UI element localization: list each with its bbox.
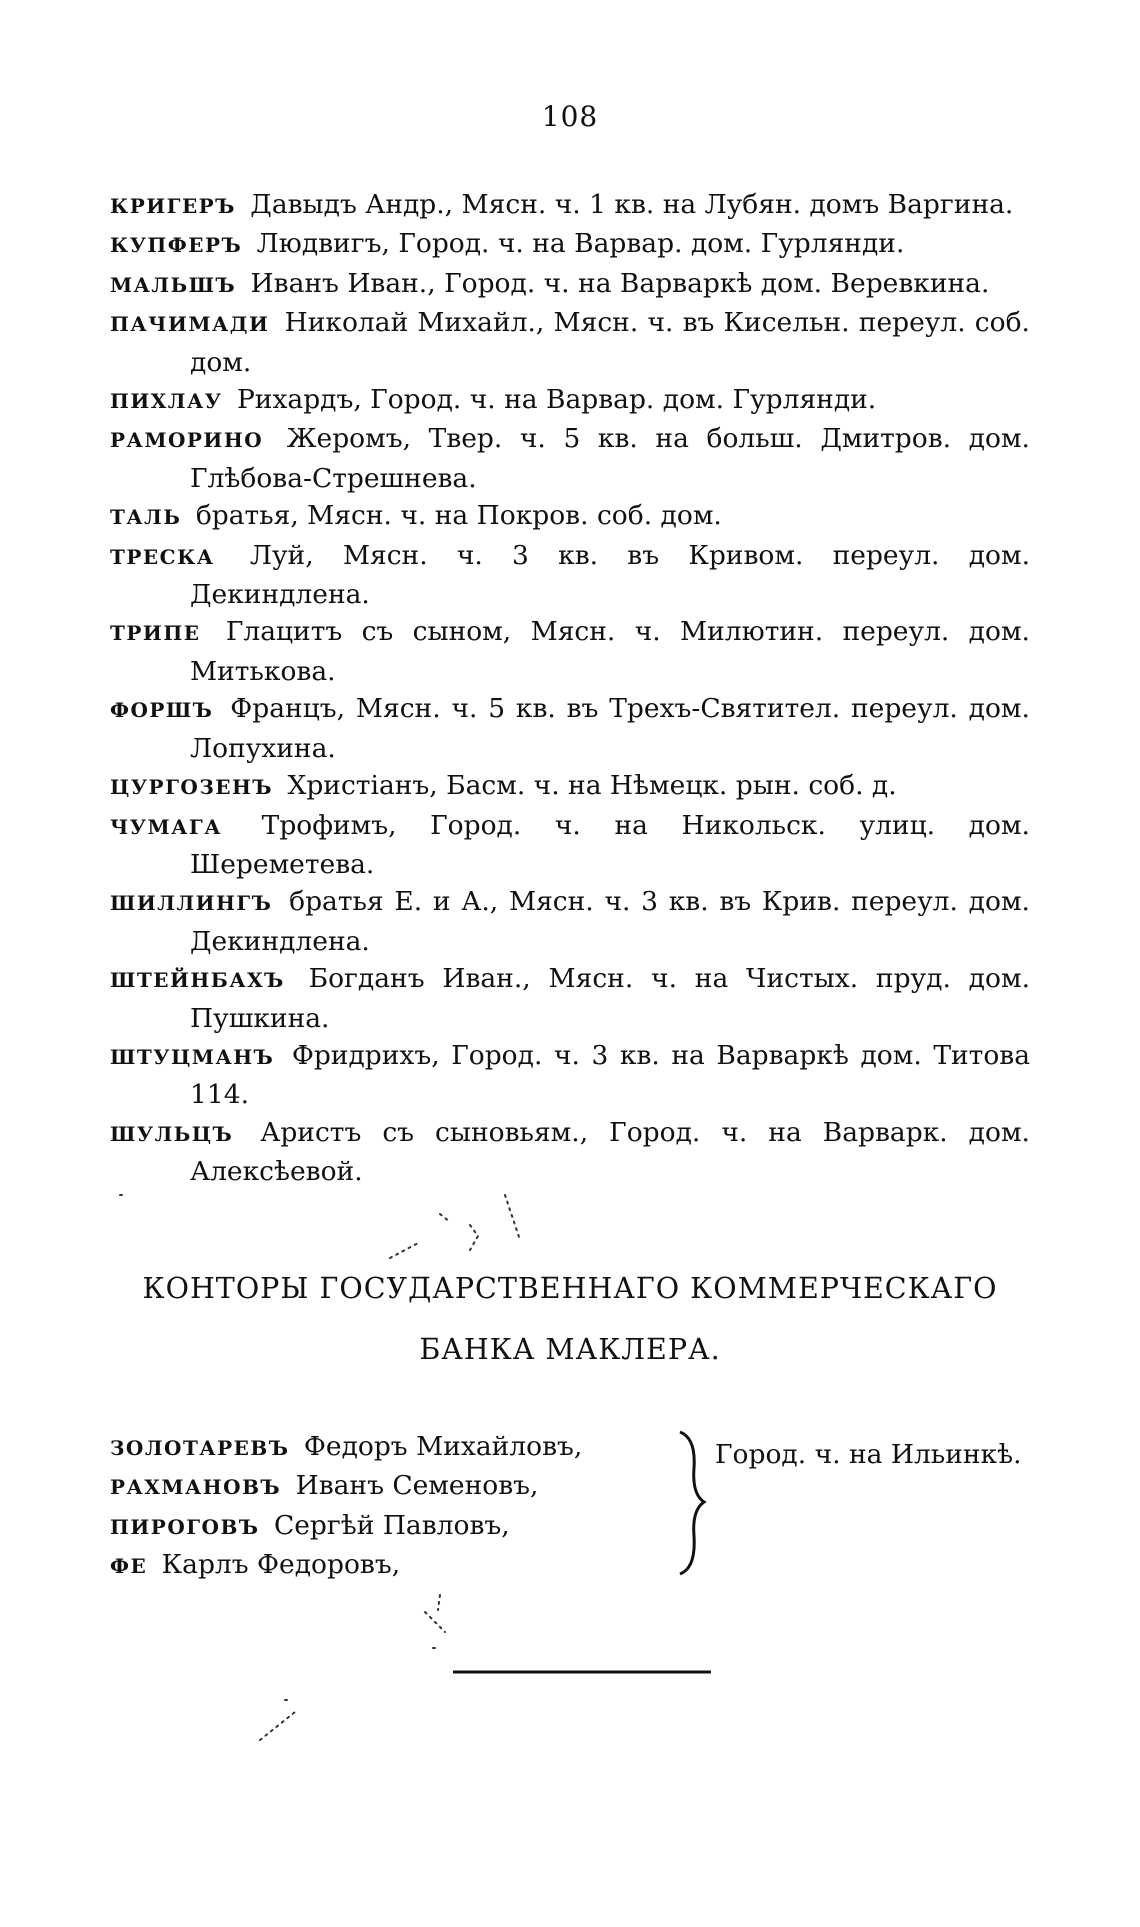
entry-surname: КРИГЕРЪ [110,194,236,218]
entry-surname: ШТЕЙНБАХЪ [110,968,285,993]
closing-rule [453,1670,711,1674]
brokers-block [110,1428,1030,1588]
entry-surname: ТРЕСКА [110,544,215,569]
broker-name: Иванъ Семеновъ, [295,1470,539,1502]
entry-text: Трофимъ, Город. ч. на Никольск. улиц. дом. Шереметева. [190,809,1030,880]
section-subheading: БАНКА МАКЛЕРА. [419,1333,721,1366]
broker-surname: ФЕ [110,1554,148,1579]
entry-surname: ПАЧИМАДИ [110,312,270,337]
entry-text: Францъ, Мясн. ч. 5 кв. въ Трехъ-Святител. переул. дом. Лопухина. [190,693,1030,764]
entry-text: Жеромъ, Твер. ч. 5 кв. на больш. Дмитров. дом. Глѣбова-Стрешнева. [190,423,1030,494]
entry-surname: КУПФЕРЪ [110,233,243,258]
section-heading: КОНТОРЫ ГОСУДАРСТВЕННАГО КОММЕРЧЕСКАГО [142,1272,998,1305]
broker-surname: ЗОЛОТАРЕВЪ [110,1436,290,1460]
entry-text: Луй, Мясн. ч. 3 кв. въ Кривом. переул. дом. Декиндлена. [190,539,1030,611]
entry-text: Давыдъ Андр., Мясн. ч. 1 кв. на Лубян. домъ Варгина. [250,189,1014,220]
broker-entry [110,1467,670,1506]
entry-text: братья Е. и А., Мясн. ч. 3 кв. въ Крив. переул. дом. Декиндлена. [190,886,1030,957]
entry-text: Людвигъ, Город. ч. на Варвар. дом. Гурлянди. [256,228,905,260]
broker-surname: РАХМАНОВЪ [110,1475,282,1500]
entry-text: Иванъ Иван., Город. ч. на Варваркѣ дом. Веревкина. [250,267,990,299]
entry-surname: ПИХЛАУ [110,389,223,414]
entry-surname: ШУЛЬЦЪ [110,1121,234,1146]
entry-text: Николай Михайл., Мясн. ч. въ Кисельн. переул. соб. дом. [190,307,1030,378]
broker-name: Карлъ Федоровъ, [161,1549,401,1581]
entry-text: Рихардъ, Город. ч. на Варвар. дом. Гурлянди. [236,384,877,416]
broker-entry [110,1546,670,1585]
broker-name: Сергѣй Павловъ, [273,1509,510,1541]
entry-text: Аристъ съ сыновьям., Город. ч. на Варварк. дом. Алексѣевой. [190,1116,1030,1188]
entry-text: Фридрихъ, Город. ч. 3 кв. на Варваркѣ дом. Титова 114. [190,1039,1030,1111]
entry-surname: РАМОРИНО [110,428,264,453]
entry-surname: ЧУМАГА [110,814,223,839]
entry-surname: ТАЛЬ [110,505,182,530]
entry-surname: МАЛЬШЪ [110,272,237,297]
entry-surname: ТРИПЕ [110,621,201,646]
broker-entry [110,1428,670,1467]
entry-surname: ЦУРГОЗЕНЪ [110,775,274,800]
entry-text: Глацитъ съ сыном, Мясн. ч. Милютин. переул. дом. Митькова. [190,616,1030,687]
broker-surname: ПИРОГОВЪ [110,1514,260,1539]
entry-surname: ШИЛЛИНГЪ [110,891,273,916]
entry-surname: ШТУЦМАНЪ [110,1044,275,1069]
broker-name: Федоръ Михайловъ, [303,1431,583,1462]
entry-surname: ФОРШЪ [110,698,214,723]
page-number: 108 [541,100,599,133]
broker-entry [110,1507,670,1546]
brace-icon [670,1428,710,1578]
entry-text: Богданъ Иван., Мясн. ч. на Чистых. пруд. дом. Пушкина. [190,963,1030,1034]
brokers-list [110,1428,670,1586]
entry-text: братья, Мясн. ч. на Покров. соб. дом. [195,500,722,532]
brokers-address: Город. ч. на Ильинкѣ. [715,1439,1022,1470]
entry-text: Христіанъ, Басм. ч. на Нѣмецк. рын. соб. д. [287,770,897,802]
